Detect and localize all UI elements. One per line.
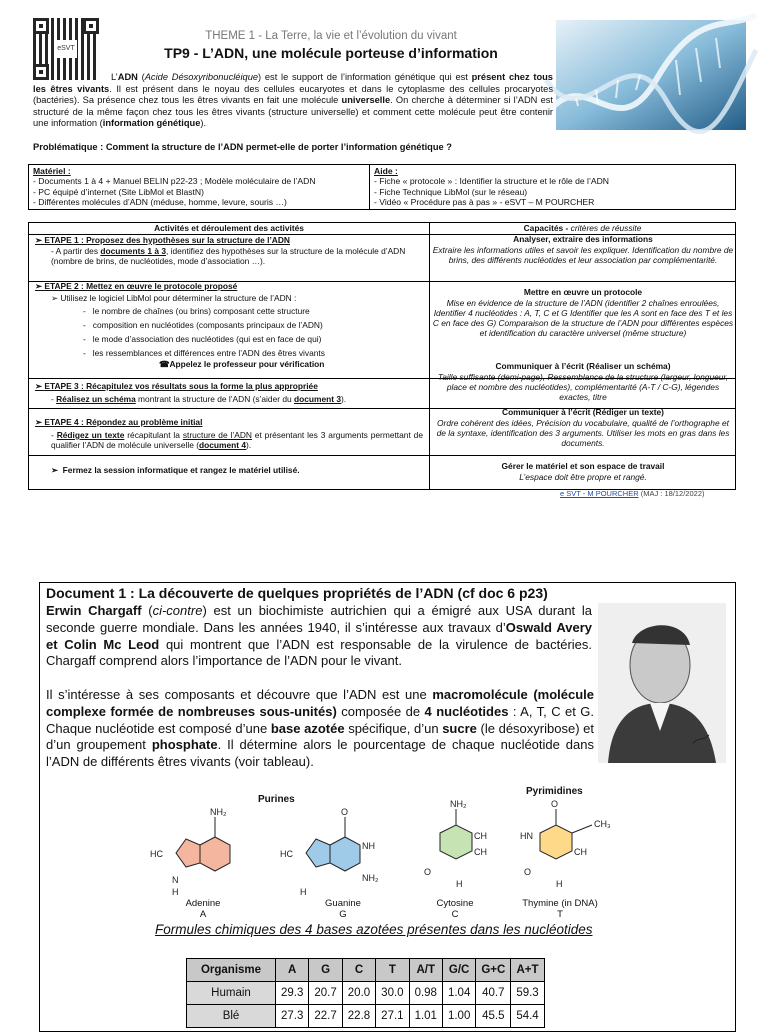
molecule-label: Thymine (in DNA) T bbox=[522, 898, 598, 920]
table-header: A/T bbox=[409, 959, 442, 982]
materiel-heading: Matériel : bbox=[33, 166, 71, 176]
chargaff-table bbox=[186, 958, 545, 1028]
table-cell: 27.3 bbox=[276, 1005, 309, 1028]
capacity-title: Mettre en œuvre un protocole bbox=[523, 287, 643, 297]
etape-3-title: ➢ ETAPE 3 : Récapitulez vos résultats sous la forme la plus appropriée bbox=[35, 381, 318, 391]
etape-2-use: ➢ Utilisez le logiciel LibMol pour déterminer la structure de l’ADN : bbox=[51, 293, 297, 303]
svg-text:CH₃: CH₃ bbox=[594, 819, 611, 829]
table-header: A+T bbox=[511, 959, 544, 982]
phone-icon: ☎ bbox=[159, 359, 170, 369]
svg-text:NH₂: NH₂ bbox=[210, 807, 227, 817]
qr-caption: eSVT bbox=[55, 40, 77, 58]
table-cell: 0.98 bbox=[409, 982, 442, 1005]
table-cell: 1.01 bbox=[409, 1005, 442, 1028]
svg-text:H: H bbox=[172, 887, 179, 897]
aide-item: - Fiche Technique LibMol (sur le réseau) bbox=[374, 186, 528, 197]
etape-2-item: - le mode d’association des nucléotides (qui est en face de qui) bbox=[83, 334, 322, 344]
aide-cell bbox=[370, 165, 735, 209]
table-cell: 30.0 bbox=[376, 982, 409, 1005]
etape-2-item: - composition en nucléotides (composants principaux de l’ADN) bbox=[83, 320, 323, 330]
svg-text:N: N bbox=[172, 875, 179, 885]
svg-text:H: H bbox=[456, 879, 463, 889]
table-cell: 27.1 bbox=[376, 1005, 409, 1028]
capacity-title: Communiquer à l’écrit (Rédiger un texte) bbox=[502, 407, 664, 417]
table-header: G bbox=[309, 959, 342, 982]
etape-4-title: ➢ ETAPE 4 : Répondez au problème initial bbox=[35, 417, 203, 427]
svg-text:O: O bbox=[341, 807, 349, 817]
svg-text:NH₂: NH₂ bbox=[362, 873, 379, 883]
table-row bbox=[187, 1005, 545, 1028]
svg-text:HC: HC bbox=[280, 849, 293, 859]
dna-helix-image bbox=[556, 20, 746, 130]
etape-1-title: ➢ ETAPE 1 : Proposez des hypothèses sur la structure de l’ADN bbox=[35, 235, 290, 245]
document-1-paragraph-1: Erwin Chargaff (ci-contre) est un biochimiste autrichien qui a émigré aux USA durant la seconde guerre mondiale. Dans les années 1940, il s’intéresse aux travaux d’Oswald Avery et Colin Mc Leod qui montrent que l’ADN est responsable de la virulence de bactéries. Chargaff comprend alors l’importance de l’ADN pour le vivant. bbox=[46, 603, 593, 669]
svg-text:O: O bbox=[424, 867, 432, 877]
capacity-title: Communiquer à l’écrit (Réaliser un schéma) bbox=[495, 361, 671, 371]
call-teacher: ☎Appelez le professeur pour vérification bbox=[159, 359, 325, 369]
activities-header: Activités et déroulement des activités bbox=[29, 223, 429, 235]
table-cell: 54.4 bbox=[511, 1005, 544, 1028]
table-row bbox=[187, 982, 545, 1005]
table-cell: 20.7 bbox=[309, 982, 342, 1005]
table-cell: 22.7 bbox=[309, 1005, 342, 1028]
theme-heading: THEME 1 - La Terre, la vie et l’évolution du vivant bbox=[205, 30, 457, 42]
table-cell: 20.0 bbox=[342, 982, 375, 1005]
svg-text:HC: HC bbox=[150, 849, 163, 859]
svg-text:NH: NH bbox=[362, 841, 375, 851]
intro-paragraph: L’ADN (Acide Désoxyribonucléique) est le support de l’information génétique qui est présent chez tous les êtres vivants. Il est présent dans le noyau des cellules eucaryotes et dans le cytoplasme des cellules procaryotes (bactéries). Sa présence chez tous les êtres vivants en fait une molécule universelle. On cherche à déterminer si l’ADN est structuré de la même façon chez tous les êtres vivants (structure universelle) et comment cette molécule peut être contenir une information (information génétique). bbox=[33, 72, 553, 128]
etape-1-text: - A partir des documents 1 à 3, identifiez des hypothèses sur la structure de la molécule d’ADN (nombre de brins, de nucléotides, mode d’association …). bbox=[51, 246, 406, 266]
table-cell: 40.7 bbox=[476, 982, 511, 1005]
svg-text:H: H bbox=[300, 887, 307, 897]
capacity-desc: Ordre cohérent des idées, Précision du vocabulaire, qualité de l’orthographe et de la syntaxe, identification des 3 arguments. Utiliser les mots en gras dans les documents. bbox=[436, 418, 730, 448]
figure-caption: Formules chimiques des 4 bases azotées présentes dans les nucléotides bbox=[155, 922, 593, 937]
author-credit: e SVT - M POURCHER (MAJ : 18/12/2022) bbox=[560, 489, 705, 498]
page-title: TP9 - L’ADN, une molécule porteuse d’information bbox=[164, 45, 498, 61]
materiel-item: - Documents 1 à 4 + Manuel BELIN p22-23 ; Modèle moléculaire de l’ADN bbox=[33, 176, 316, 187]
svg-text:O: O bbox=[524, 867, 532, 877]
chargaff-portrait bbox=[598, 603, 726, 763]
materiel-cell bbox=[29, 165, 370, 209]
table-cell: 45.5 bbox=[476, 1005, 511, 1028]
author-link[interactable]: e SVT - M POURCHER bbox=[560, 489, 639, 498]
table-header: A bbox=[276, 959, 309, 982]
document-1-paragraph-2: Il s’intéresse à ses composants et découvre que l’ADN est une macromolécule (molécule complexe formée de nombreuses sous-unités) composée de 4 nucléotides : A, T, C et G. Chaque nucléotide est composé d’une base azotée spécifique, d’un sucre (le désoxyribose) et d’un groupement phosphate. Il détermine alors le pourcentage de chaque nucléotide dans l’ADN de différents êtres vivants (voir tableau). bbox=[46, 687, 595, 770]
table-cell: 1.00 bbox=[442, 1005, 475, 1028]
table-header: G/C bbox=[442, 959, 475, 982]
table-header: G+C bbox=[476, 959, 511, 982]
aide-heading: Aide : bbox=[374, 166, 398, 176]
pyrimidines-label: Pyrimidines bbox=[526, 786, 583, 797]
table-header: C bbox=[342, 959, 375, 982]
capacities-header: Capacités - critères de réussite bbox=[430, 223, 735, 235]
svg-text:O: O bbox=[551, 799, 559, 809]
capacity-desc: Mise en évidence de la structure de l’ADN (identifier 2 chaînes enroulées, Identifier 4 nucléotides : A, T, C et G Identifier que les A sont en face des T et les C en face des G) Comparaison de la structure de l’ADN pour différentes espèces et identification du caractère universel (même structure) bbox=[432, 298, 734, 338]
capacity-title: Analyser, extraire des informations bbox=[513, 234, 653, 244]
cytosine-molecule bbox=[424, 799, 487, 889]
molecule-label: Adenine A bbox=[185, 898, 221, 920]
svg-text:CH: CH bbox=[474, 847, 487, 857]
table-cell: Blé bbox=[187, 1005, 276, 1028]
qr-code[interactable] bbox=[33, 18, 99, 80]
thymine-molecule bbox=[520, 799, 611, 889]
activities-table bbox=[28, 222, 736, 490]
capacity-desc: L’espace doit être propre et rangé. bbox=[519, 472, 647, 482]
etape-2-item: - les ressemblances et différences entre l’ADN des êtres vivants bbox=[83, 348, 325, 358]
document-1-title: Document 1 : La découverte de quelques propriétés de l’ADN (cf doc 6 p23) bbox=[46, 585, 548, 601]
table-cell: 22.8 bbox=[342, 1005, 375, 1028]
capacity-desc: Taille suffisante (demi-page), Ressemblance de la structure (largeur, longueur, place et nombre des nucléotides), complémentarité (A-T / C-G), légendes exactes, titre bbox=[437, 372, 729, 402]
etape-4-text: - Rédigez un texte récapitulant la structure de l’ADN et présentant les 3 arguments permettant de qualifier l’ADN de molécule universelle (document 4). bbox=[51, 430, 423, 450]
aide-item: - Vidéo « Procédure pas à pas » - eSVT – M POURCHER bbox=[374, 197, 595, 208]
purines-label: Purines bbox=[258, 794, 295, 805]
table-cell: Humain bbox=[187, 982, 276, 1005]
table-header: Organisme bbox=[187, 959, 276, 982]
table-cell: 29.3 bbox=[276, 982, 309, 1005]
adenine-molecule bbox=[150, 807, 230, 897]
close-session: ➢ Fermez la session informatique et rangez le matériel utilisé. bbox=[51, 465, 300, 475]
etape-2-item: - le nombre de chaînes (ou brins) composant cette structure bbox=[83, 306, 310, 316]
materiel-item: - Différentes molécules d’ADN (méduse, homme, levure, souris …) bbox=[33, 197, 287, 208]
materiel-table bbox=[28, 164, 736, 210]
svg-text:NH₂: NH₂ bbox=[450, 799, 467, 809]
table-header: T bbox=[376, 959, 409, 982]
guanine-molecule bbox=[280, 807, 379, 897]
etape-3-text: - Réalisez un schéma montrant la structure de l’ADN (s’aider du document 3). bbox=[51, 394, 347, 404]
table-cell: 1.04 bbox=[442, 982, 475, 1005]
problem-statement: Problématique : Comment la structure de l’ADN permet-elle de porter l’information génétique ? bbox=[33, 142, 452, 152]
molecule-label: Cytosine C bbox=[436, 898, 474, 920]
svg-text:HN: HN bbox=[520, 831, 533, 841]
svg-text:CH: CH bbox=[574, 847, 587, 857]
materiel-item: - PC équipé d’internet (Site LibMol et BlastN) bbox=[33, 186, 204, 197]
svg-text:CH: CH bbox=[474, 831, 487, 841]
svg-text:H: H bbox=[556, 879, 563, 889]
table-header-row bbox=[187, 959, 545, 982]
aide-item: - Fiche « protocole » : Identifier la structure et le rôle de l’ADN bbox=[374, 176, 610, 187]
capacity-desc: Extraire les informations utiles et savoir les expliquer. Identification du nombre de brins, des différents nucléotides et leur association par complémentarité. bbox=[432, 245, 734, 265]
table-cell: 59.3 bbox=[511, 982, 544, 1005]
etape-2-title: ➢ ETAPE 2 : Mettez en œuvre le protocole proposé bbox=[35, 281, 238, 291]
molecule-label: Guanine G bbox=[325, 898, 361, 920]
capacity-title: Gérer le matériel et son espace de travail bbox=[501, 461, 665, 471]
